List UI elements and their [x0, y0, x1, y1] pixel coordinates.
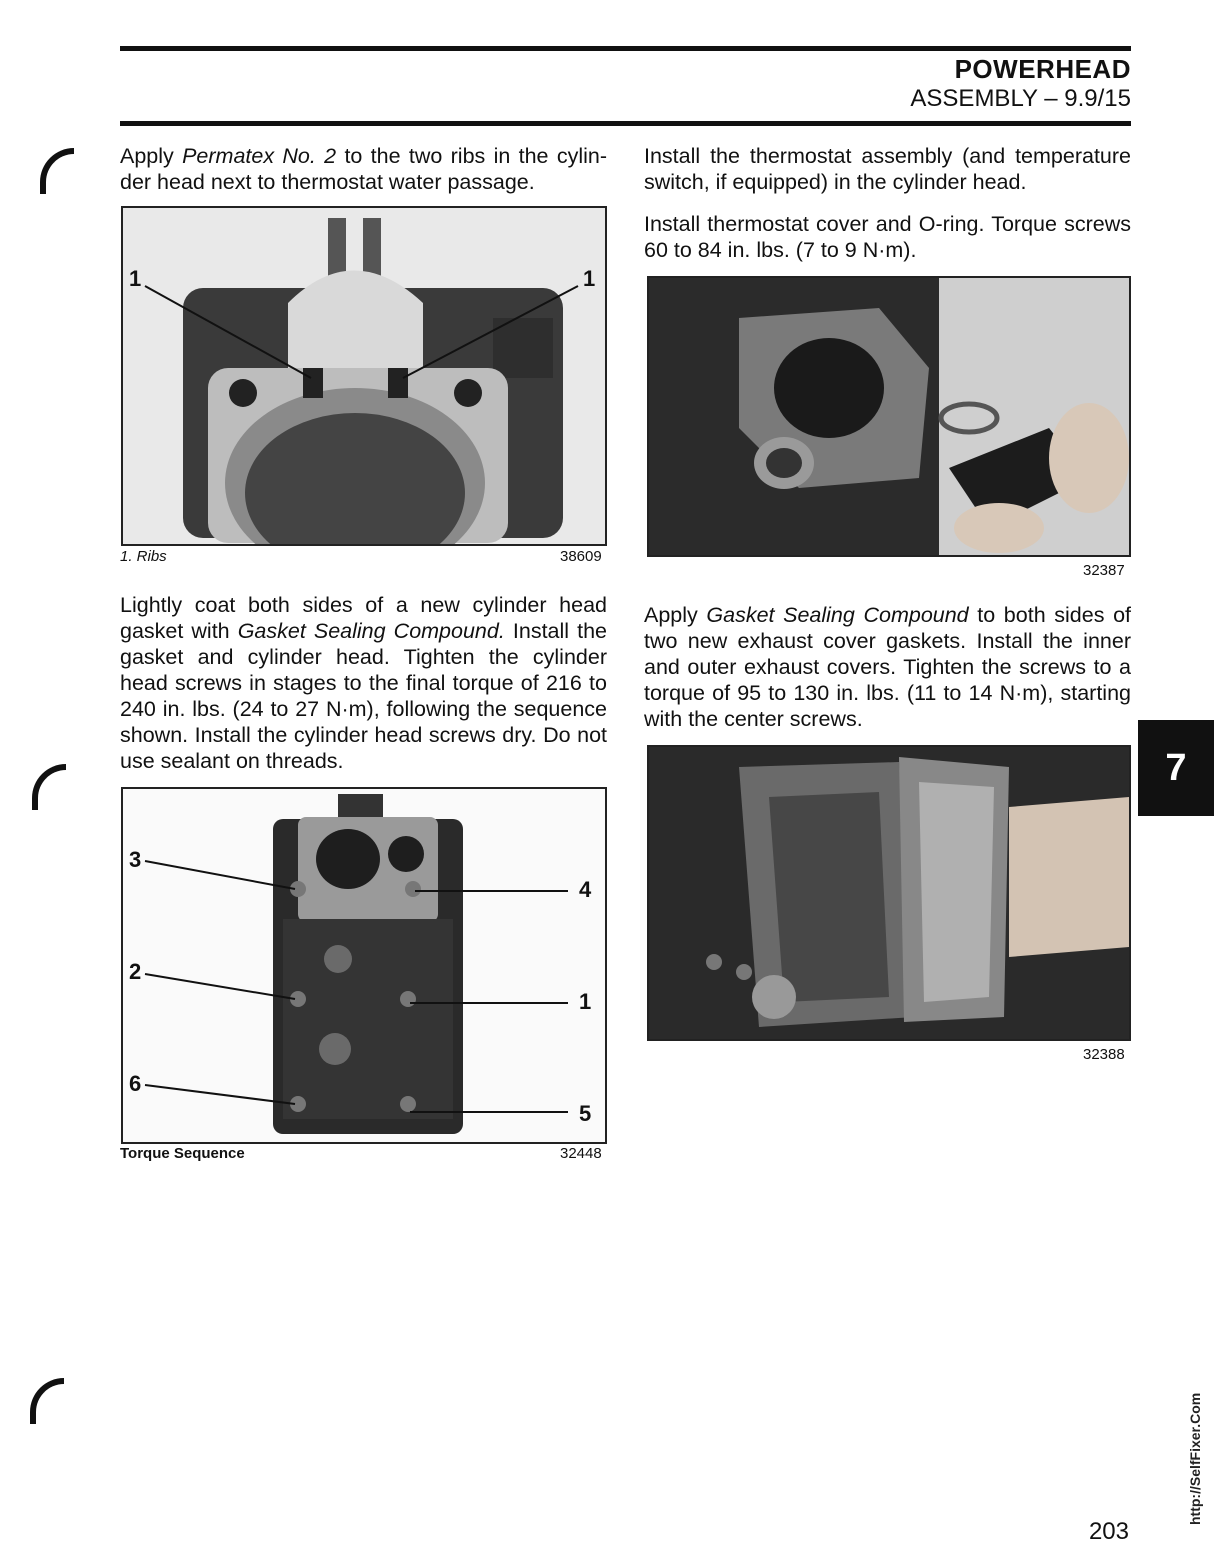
callout-1-right: 1: [583, 266, 596, 291]
callout-1-left: 1: [129, 266, 142, 291]
side-url: http://SelfFixer.Com: [1187, 1392, 1203, 1525]
figure-exhaust-covers: [647, 745, 1131, 1041]
binder-mark: [32, 764, 66, 810]
callout-1: 1: [579, 989, 592, 1014]
right-paragraph-2: Install thermostat cover and O-ring. Torque screws 60 to 84 in. lbs. (7 to 9 N·m).: [644, 212, 1131, 262]
callout-2: 2: [129, 959, 142, 984]
section-title: POWERHEAD: [954, 54, 1131, 84]
right-paragraph-3: Apply Gasket Sealing Compound to both sides of two new exhaust cover gaskets. Install the inner and outer exhaust covers. Tighten the screws to a torque of 95 to 130 in. lbs. (11 to 14 N·m), starting with the center screws.: [644, 603, 1132, 731]
torque-sequence-photo: [123, 789, 605, 1142]
callout-6: 6: [129, 1071, 142, 1096]
header-bottom-rule: [120, 121, 1131, 126]
exhaust-covers-photo: [649, 747, 1129, 1039]
figure-thermostat-number: 32387: [1083, 562, 1125, 579]
subsection-title: ASSEMBLY – 9.9/15: [910, 85, 1131, 112]
left-paragraph-1: Apply Permatex No. 2 to the two ribs in the cylin-der head next to thermostat water passage.: [120, 144, 607, 194]
header-top-rule: [120, 46, 1131, 51]
callout-5: 5: [579, 1101, 592, 1126]
right-paragraph-1: Install the thermostat assembly (and temperature switch, if equipped) in the cylinder head.: [644, 144, 1131, 194]
chapter-tab: 7: [1138, 720, 1214, 816]
figure-torque-sequence: [121, 787, 607, 1144]
figure-exhaust-number: 32388: [1083, 1046, 1125, 1063]
figure-ribs-caption: 1. Ribs: [120, 548, 167, 565]
thermostat-photo: [649, 278, 1129, 555]
figure-ribs: [121, 206, 607, 546]
figure-torque-caption: Torque Sequence: [120, 1145, 245, 1162]
binder-mark: [40, 148, 74, 194]
left-paragraph-2: Lightly coat both sides of a new cylinder head gasket with Gasket Sealing Compound. Install the gasket and cylinder head. Tighten the cylinder head screws in stages to the final torque of 216 to 240 in. lbs. (24 to 27 N·m), following the sequence shown. Install the cylinder head screws dry. Do not use sealant on threads.: [120, 593, 608, 773]
callout-4: 4: [579, 877, 592, 902]
figure-thermostat: [647, 276, 1131, 557]
figure-ribs-number: 38609: [560, 548, 602, 565]
ribs-photo: [123, 208, 605, 544]
page-number: 203: [1088, 1518, 1129, 1545]
figure-torque-number: 32448: [560, 1145, 602, 1162]
callout-3: 3: [129, 847, 142, 872]
binder-mark: [30, 1378, 64, 1424]
